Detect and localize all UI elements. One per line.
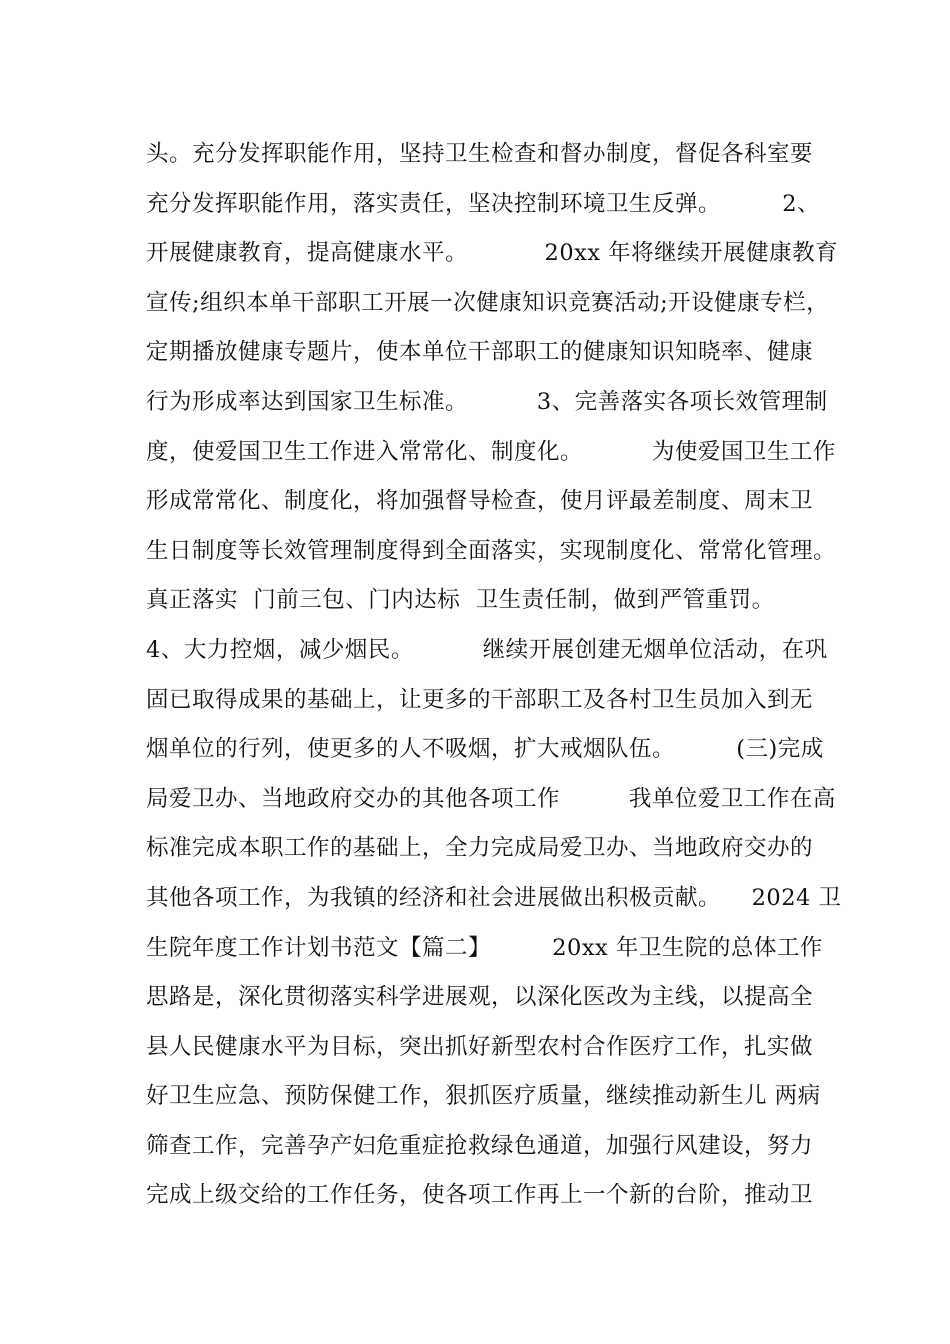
text-line: 生院年度工作计划书范文【篇二】 20xx 年卫生院的总体工作 <box>146 934 823 961</box>
text-line: 开展健康教育，提高健康水平。 20xx 年将继续开展健康教育 <box>146 240 839 267</box>
document-body <box>146 130 846 1221</box>
text-line: 思路是，深化贯彻落实科学进展观，以深化医改为主线，以提高全 <box>146 984 814 1011</box>
text-line: 其他各项工作，为我镇的经济和社会进展做出积极贡献。 2024 卫 <box>146 884 842 911</box>
text-line: 定期播放健康专题片，使本单位干部职工的健康知识知晓率、健康 <box>146 339 814 366</box>
text-line: 头。充分发挥职能作用，坚持卫生检查和督办制度，督促各科室要 <box>146 141 814 167</box>
text-line: 县人民健康水平为目标，突出抓好新型农村合作医疗工作，扎实做 <box>146 1033 814 1060</box>
text-line: 真正落实 门前三包、门内达标 卫生责任制，做到严管重罚。 <box>146 587 775 614</box>
text-line: 烟单位的行列，使更多的人不吸烟，扩大戒烟队伍。 (三)完成 <box>146 736 824 763</box>
text-line: 固已取得成果的基础上，让更多的干部职工及各村卫生员加入到无 <box>146 686 814 713</box>
text-line: 度，使爱国卫生工作进入常常化、制度化。 为使爱国卫生工作 <box>146 438 836 465</box>
text-line: 形成常常化、制度化，将加强督导检查，使月评最差制度、周末卫 <box>146 488 814 515</box>
text-line: 筛查工作，完善孕产妇危重症抢救绿色通道，加强行风建设，努力 <box>146 1132 814 1159</box>
text-line: 完成上级交给的工作任务，使各项工作再上一个新的台阶，推动卫 <box>146 1182 814 1209</box>
text-line: 4、大力控烟，减少烟民。 继续开展创建无烟单位活动，在巩 <box>146 636 828 663</box>
text-line: 生日制度等长效管理制度得到全面落实，实现制度化、常常化管理。 <box>146 537 837 564</box>
text-line: 行为形成率达到国家卫生标准。 3、完善落实各项长效管理制 <box>146 388 828 415</box>
text-line: 宣传;组织本单干部职工开展一次健康知识竞赛活动;开设健康专栏， <box>146 289 830 316</box>
text-line: 局爱卫办、当地政府交办的其他各项工作 我单位爱卫工作在高 <box>146 785 836 812</box>
text-line: 好卫生应急、预防保健工作，狠抓医疗质量，继续推动新生儿 两病 <box>146 1083 821 1110</box>
text-line: 充分发挥职能作用，落实责任，坚决控制环境卫生反弹。 2、 <box>146 190 821 217</box>
text-line: 标准完成本职工作的基础上，全力完成局爱卫办、当地政府交办的 <box>146 835 814 862</box>
